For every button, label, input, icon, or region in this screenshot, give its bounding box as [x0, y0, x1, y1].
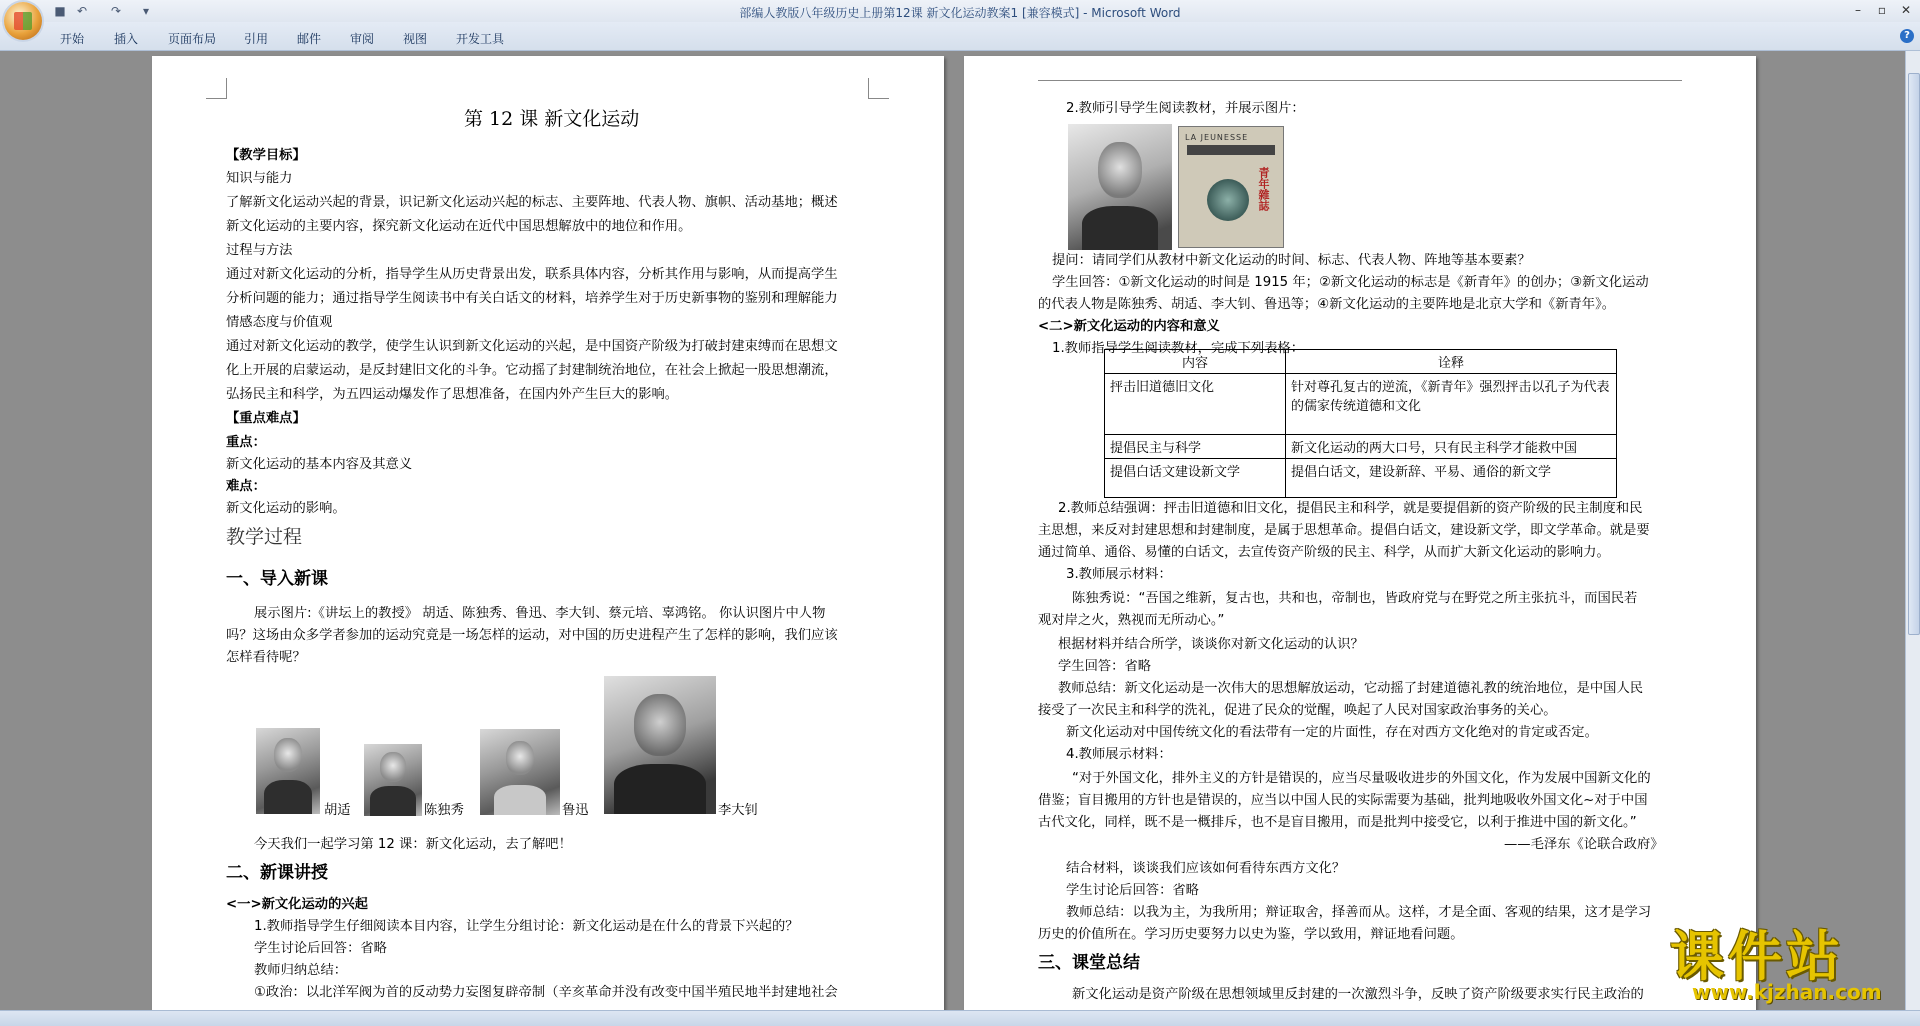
para: 主思想，来反对封建思想和封建制度，是属于思想革命。提倡白话文，建设新文学，即文学革命。就是要 [1038, 523, 1650, 538]
header-line [1038, 80, 1682, 81]
para: 学生回答：①新文化运动的时间是 1915 年；②新文化运动的标志是《新青年》的创办；③新文化运动 [1052, 275, 1649, 290]
new-youth-cover: LA JEUNESSE 青年雜誌 [1178, 126, 1284, 248]
para: 通过对新文化运动的分析，指导学生从历史背景出发，联系具体内容，分析其作用与影响，从而提高学生 [226, 267, 838, 282]
table-cell: 提倡白话文，建设新辞、平易、通俗的新文学 [1286, 459, 1617, 498]
tab-page-layout[interactable]: 页面布局 [168, 32, 217, 46]
photo-hu-shi [256, 728, 320, 814]
photo-chen-duxiu-portrait [1068, 124, 1172, 250]
tab-mailings[interactable]: 邮件 [297, 32, 322, 46]
tab-references[interactable]: 引用 [244, 32, 269, 46]
caption: 胡适 [324, 803, 351, 818]
redo-icon[interactable]: ↷ [110, 4, 122, 18]
office-button[interactable] [4, 2, 42, 40]
table-header: 诠释 [1286, 350, 1617, 374]
photo-lu-xun [480, 729, 560, 815]
heading-sub-a: <一>新文化运动的兴起 [226, 897, 368, 912]
heading-goals: 【教学目标】 [226, 148, 306, 163]
para: 根据材料并结合所学，谈谈你对新文化运动的认识？ [1058, 637, 1364, 652]
heading-section-1: 一、导入新课 [226, 569, 328, 589]
para: 了解新文化运动兴起的背景，识记新文化运动兴起的标志、主要阵地、代表人物、旗帜、活动基地；概述 [226, 195, 838, 210]
para: 化上开展的启蒙运动，是反封建旧文化的斗争。它动摇了封建制统治地位，在社会上掀起一股思想潮流， [226, 363, 838, 378]
customize-toolbar-icon[interactable]: ▾ [142, 4, 150, 18]
para: 学生回答：省略 [1058, 659, 1152, 674]
para: 1.教师指导学生阅读教材，完成下列表格： [1052, 341, 1305, 356]
para: 今天我们一起学习第 12 课：新文化运动，去了解吧！ [254, 837, 572, 852]
help-icon[interactable]: ? [1900, 29, 1914, 43]
caption: 李大钊 [718, 803, 758, 818]
sub-knowledge: 知识与能力 [226, 171, 293, 186]
table-cell: 针对尊孔复古的逆流，《新青年》强烈抨击以孔子为代表的儒家传统道德和文化 [1286, 374, 1617, 435]
para: 结合材料，谈谈我们应该如何看待东西方文化？ [1066, 861, 1346, 876]
watermark-text: 课件站 [1670, 925, 1844, 988]
para: 2.教师总结强调：抨击旧道德和旧文化，提倡民主和科学，就是要提倡新的资产阶级的民主制度和民 [1058, 501, 1643, 516]
table-header-row [1105, 350, 1617, 374]
para: 分析问题的能力；通过指导学生阅读书中有关白话文的材料，培养学生对于历史新事物的鉴别和理解能力 [226, 291, 838, 306]
quote-attribution: ——毛泽东《论联合政府》 [1504, 837, 1664, 852]
watermark-url: www.kjzhan.com [1692, 980, 1882, 1004]
key-label: 重点： [226, 435, 266, 450]
para: 历史的价值所在。学习历史要努力以史为鉴，学以致用，辩证地看问题。 [1038, 927, 1464, 942]
table-row [1105, 459, 1617, 498]
para: 吗？这场由众多学者参加的运动究竟是一场怎样的运动，对中国的历史进程产生了怎样的影响，我们应该 [226, 628, 838, 643]
document-page-left[interactable] [152, 56, 944, 1010]
caption: 陈独秀 [424, 803, 464, 818]
para: 3.教师展示材料： [1066, 567, 1172, 582]
vertical-scrollbar[interactable] [1905, 51, 1920, 1010]
para: 古代文化，同样，既不是一概排斥，也不是盲目搬用，而是批判中接受它，以利于推进中国的新文化。” [1038, 815, 1637, 830]
table-cell: 新文化运动的两大口号，只有民主科学才能救中国 [1286, 435, 1617, 459]
para: 怎样看待呢？ [226, 650, 306, 665]
watermark [1664, 914, 1914, 1010]
status-bar [0, 1010, 1920, 1026]
caption: 鲁迅 [562, 803, 589, 818]
table-cell: 提倡白话文建设新文学 [1105, 459, 1286, 498]
para: 1.教师指导学生仔细阅读本目内容，让学生分组讨论：新文化运动是在什么的背景下兴起的？ [254, 919, 799, 934]
photo-li-dazhao [604, 676, 716, 814]
para: 的代表人物是陈独秀、胡适、李大钊、鲁迅等；④新文化运动的主要阵地是北京大学和《新青年》。 [1038, 297, 1616, 312]
para: 教师归纳总结： [254, 963, 348, 978]
para: 学生讨论后回答：省略 [1066, 883, 1199, 898]
document-workspace [0, 51, 1906, 1010]
undo-icon[interactable]: ↶ [76, 4, 88, 18]
heading-section-2: 二、新课讲授 [226, 863, 328, 883]
para: 学生讨论后回答：省略 [254, 941, 387, 956]
table-row [1105, 374, 1617, 435]
tab-review[interactable]: 审阅 [350, 32, 375, 46]
crop-mark [868, 78, 889, 99]
tab-view[interactable]: 视图 [403, 32, 428, 46]
crop-mark [206, 78, 227, 99]
difficulty-text: 新文化运动的影响。 [226, 501, 346, 516]
document-page-right[interactable] [964, 56, 1756, 1010]
key-text: 新文化运动的基本内容及其意义 [226, 457, 413, 472]
content-table [1104, 349, 1617, 498]
para: 提问：请同学们从教材中新文化运动的时间、标志、代表人物、阵地等基本要素？ [1052, 253, 1531, 268]
close-icon[interactable]: ✕ [1900, 3, 1912, 17]
sub-process: 过程与方法 [226, 243, 293, 258]
photo-chen-duxiu [364, 744, 422, 816]
ribbon-tabs [0, 22, 1920, 51]
difficulty-label: 难点： [226, 479, 266, 494]
scrollbar-thumb[interactable] [1908, 73, 1920, 635]
maximize-icon[interactable]: ▫ [1877, 3, 1887, 17]
title-bar [0, 0, 1920, 22]
lesson-title: 第 12 课 新文化运动 [464, 108, 640, 130]
table-cell: 抨击旧道德旧文化 [1105, 374, 1286, 435]
para: 新文化运动的主要内容，探究新文化运动在近代中国思想解放中的地位和作用。 [226, 219, 692, 234]
window-title: 部编人教版八年级历史上册第12课 新文化运动教案1 [兼容模式] - Microsoft Word [739, 6, 1181, 20]
sub-attitude: 情感态度与价值观 [226, 315, 333, 330]
para: 新文化运动是资产阶级在思想领域里反封建的一次激烈斗争，反映了资产阶级要求实行民主政治的 [1072, 987, 1644, 1002]
tab-home[interactable]: 开始 [60, 32, 85, 46]
para: 弘扬民主和科学，为五四运动爆发作了思想准备，在国内外产生巨大的影响。 [226, 387, 679, 402]
tab-developer[interactable]: 开发工具 [456, 32, 505, 46]
table-header: 内容 [1105, 350, 1286, 374]
para: 陈独秀说：“吾国之维新，复古也，共和也，帝制也，皆政府党与在野党之所主张抗斗，而国民若 [1072, 591, 1638, 606]
heading-sub-b: <二>新文化运动的内容和意义 [1038, 319, 1220, 334]
heading-key-points: 【重点难点】 [226, 411, 306, 426]
tab-insert[interactable]: 插入 [114, 32, 139, 46]
para: 观对岸之火，熟视而无所动心。” [1038, 613, 1225, 628]
table-row [1105, 435, 1617, 459]
para: 4.教师展示材料： [1066, 747, 1172, 762]
heading-process: 教学过程 [226, 526, 303, 548]
para: 展示图片:《讲坛上的教授》 胡适、陈独秀、鲁迅、李大钊、蔡元培、辜鸿铭。 你认识图片中人物 [254, 606, 826, 621]
para: ①政治：以北洋军阀为首的反动势力妄图复辟帝制（辛亥革命并没有改变中国半殖民地半封建地社会 [254, 985, 838, 1000]
heading-section-3: 三、课堂总结 [1038, 953, 1140, 973]
para: 新文化运动对中国传统文化的看法带有一定的片面性，存在对西方文化绝对的肯定或否定。 [1066, 725, 1598, 740]
para: 接受了一次民主和科学的洗礼，促进了民众的觉醒，唤起了人民对国家政治事务的关心。 [1038, 703, 1557, 718]
para: 通过对新文化运动的教学，使学生认识到新文化运动的兴起，是中国资产阶级为打破封建束缚而在思想文 [226, 339, 838, 354]
para: 借鉴；盲目搬用的方针也是错误的，应当以中国人民的实际需要为基础，批判地吸收外国文化~对于中国 [1038, 793, 1648, 808]
para: “对于外国文化，排外主义的方针是错误的，应当尽量吸收进步的外国文化，作为发展中国新文化的 [1072, 771, 1651, 786]
save-icon[interactable]: ■ [54, 4, 66, 18]
minimize-icon[interactable]: – [1855, 3, 1861, 17]
table-cell: 提倡民主与科学 [1105, 435, 1286, 459]
para: 2.教师引导学生阅读教材，并展示图片： [1066, 101, 1305, 116]
para: 教师总结：以我为主，为我所用；辩证取舍，择善而从。这样，才是全面、客观的结果，这才是学习 [1066, 905, 1652, 920]
para: 通过简单、通俗、易懂的白话文，去宣传资产阶级的民主、科学，从而扩大新文化运动的影响力。 [1038, 545, 1610, 560]
para: 教师总结：新文化运动是一次伟大的思想解放运动，它动摇了封建道德礼教的统治地位，是中国人民 [1058, 681, 1644, 696]
